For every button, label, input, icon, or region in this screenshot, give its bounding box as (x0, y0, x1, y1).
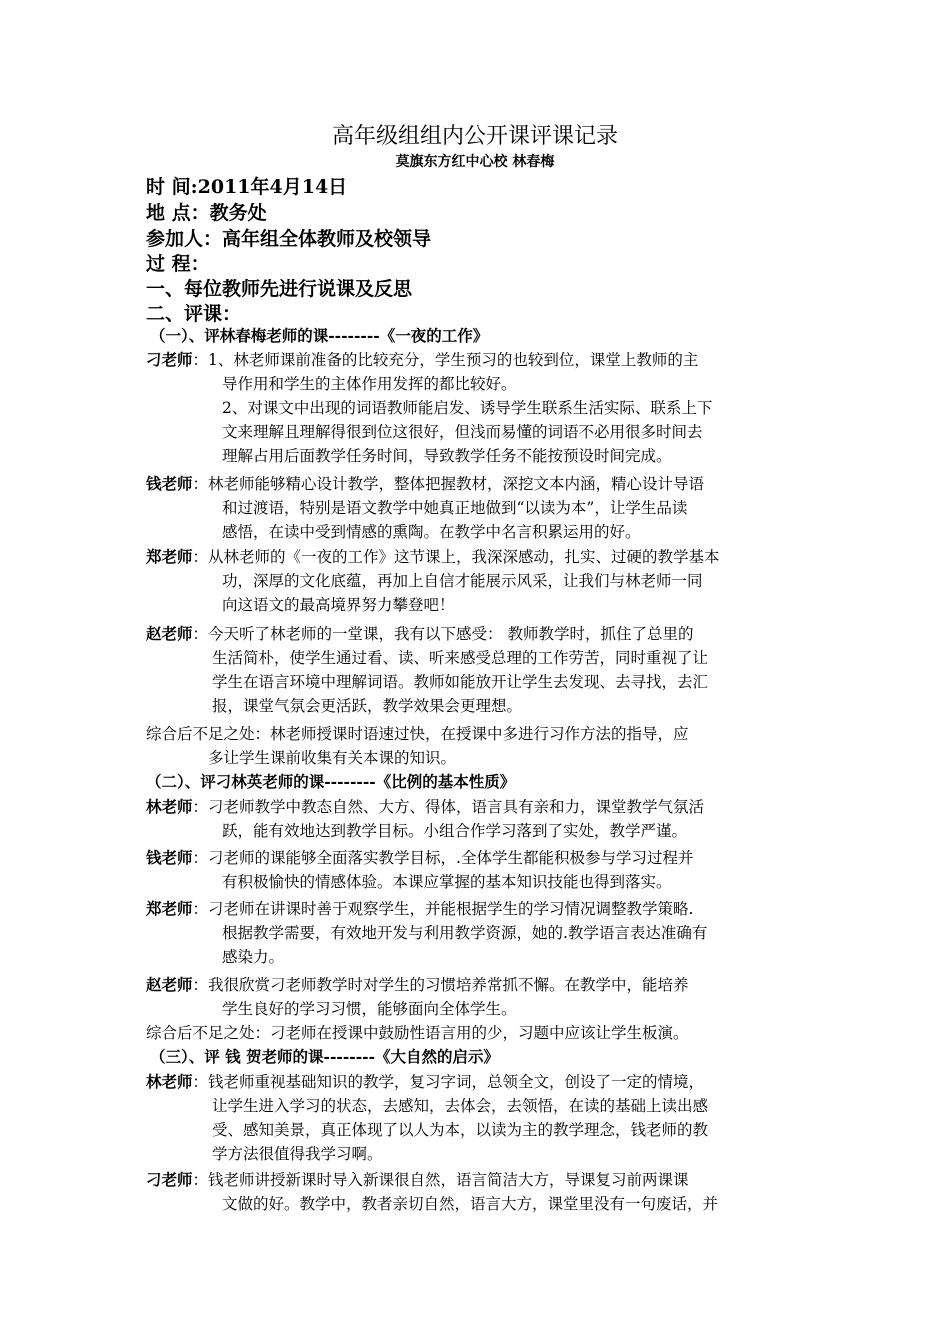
comment-line: 1、林老师课前准备的比较充分，学生预习的也较到位，课堂上教师的主 (208, 351, 699, 369)
commenter-name: 林老师 (146, 1072, 193, 1091)
meta-step-2: 二、评课： (146, 303, 242, 325)
comment-line: 文来理解且理解得很到位这很好，但浅而易懂的词语不必用很多时间去 (222, 423, 703, 441)
comment-line: 导作用和学生的主体作用发挥的都比较好。 (222, 375, 517, 393)
meta-step-1: 一、每位教师先进行说课及反思 (146, 278, 413, 300)
summary-line: 综合后不足之处：刁老师在授课中鼓励性语言用的少，习题中应该让学生板演。 (146, 1024, 689, 1042)
comment-line: 根据教学需要，有效地开发与利用教学资源，她的.教学语言表达准确有 (222, 924, 708, 942)
comment-line: 我很欣赏刁老师教学时对学生的习惯培养常抓不懈。在教学中，能培养 (208, 976, 689, 994)
meta-place: 地 点：教务处 (146, 202, 267, 224)
comment-line: 2、对课文中出现的词语教师能启发、诱导学生联系生活实际、联系上下 (222, 399, 713, 417)
comment-line: 学生在语言环境中理解词语。教师如能放开让学生去发现、去寻找，去汇 (212, 673, 709, 691)
comment-entry: 钱老师：刁老师的课能够全面落实教学目标，.全体学生都能积极参与学习过程并 有积极愉快的情感体验。本课应掌握的基本知识技能也得到落实。 (146, 846, 812, 894)
comment-line: 感悟，在读中受到情感的熏陶。在教学中名言积累运用的好。 (222, 523, 641, 541)
comment-line: 今天听了林老师的一堂课，我有以下感受： 教师教学时，抓住了总里的 (208, 625, 694, 643)
commenter-name: 钱老师 (146, 848, 193, 867)
comment-entry: 郑老师：从林老师的《一夜的工作》这节课上，我深深感动，扎实、过硬的教学基本 功，深厚的文化底蕴，再加上自信才能展示风采，让我们与林老师一同 向这语文的最高境界努力攀登吧！ (146, 545, 812, 617)
commenter-name: 郑老师 (146, 547, 193, 566)
comment-line: 生活简朴，使学生通过看、读、听来感受总理的工作劳苦，同时重视了让 (212, 649, 709, 667)
comment-line: 报，课堂气氛会更活跃，教学效果会更理想。 (212, 697, 523, 715)
commenter-name: 钱老师 (146, 474, 193, 493)
commenter-name: 刁老师 (146, 1170, 193, 1189)
comment-entry: 钱老师：林老师能够精心设计教学，整体把握教材，深挖文本内涵，精心设计导语 和过渡语，特别是语文教学中她真正地做到“以读为本”，让学生品读 感悟，在读中受到情感的熏陶。在教学中名言积累运用的好。 (146, 472, 812, 544)
comment-entry: 林老师：刁老师教学中教态自然、大方、得体，语言具有亲和力，课堂教学气氛活 跃，能有效地达到教学目标。小组合作学习落到了实处，教学严谨。 (146, 795, 812, 843)
commenter-name: 赵老师 (146, 624, 193, 643)
comment-entry: 刁老师：1、林老师课前准备的比较充分，学生预习的也较到位，课堂上教师的主 导作用和学生的主体作用发挥的都比较好。 2、对课文中出现的词语教师能启发、诱导学生联系生活实际、联系上下 文来理解且理解得很到位这很好，但浅而易懂的词语不必用很多时间去 理解占用后面教学任务时间，导致教学任务不能按预设时间完成。 (146, 348, 812, 468)
meta-time: 时 间:2011年4月14日 (146, 176, 348, 198)
comment-line: 有积极愉快的情感体验。本课应掌握的基本知识技能也得到落实。 (222, 873, 672, 891)
summary-line: 综合后不足之处：林老师授课时语速过快，在授课中多进行习作方法的指导，应 (146, 725, 689, 743)
comment-line: 和过渡语，特别是语文教学中她真正地做到“以读为本”，让学生品读 (222, 499, 688, 517)
meta-process: 过 程： (146, 253, 210, 275)
comment-line: 从林老师的《一夜的工作》这节课上，我深深感动，扎实、过硬的教学基本 (208, 548, 720, 566)
comment-entry: 林老师：钱老师重视基础知识的教学，复习字词，总领全文，创设了一定的情境， 让学生进入学习的状态，去感知，去体会，去领悟，在读的基础上读出感 受、感知美景，真正体现了以人为本，以读为主的教学理念，钱老师的教 学方法很值得我学习啊。 (146, 1070, 812, 1166)
comment-line: 理解占用后面教学任务时间，导致教学任务不能按预设时间完成。 (222, 447, 672, 465)
comment-line: 文做的好。教学中，教者亲切自然，语言大方，课堂里没有一句废话，并 (222, 1195, 719, 1213)
comment-entry: 郑老师：刁老师在讲课时善于观察学生，并能根据学生的学习情况调整教学策略. 根据教学需要，有效地开发与利用教学资源，她的.教学语言表达准确有 感染力。 (146, 897, 812, 969)
document-subtitle: 莫旗东方红中心校 林春梅 (395, 154, 555, 170)
commenter-name: 林老师 (146, 797, 193, 816)
commenter-name: 刁老师 (146, 350, 193, 369)
section-heading: （三）、评 钱 贺老师的课--------《大自然的启示》 (150, 1047, 500, 1066)
comment-line: 跃，能有效地达到教学目标。小组合作学习落到了实处，教学严谨。 (222, 822, 688, 840)
comment-line: 向这语文的最高境界努力攀登吧！ (222, 596, 455, 614)
comment-line: 感染力。 (222, 948, 285, 966)
comment-line: 钱老师讲授新课时导入新课很自然，语言简洁大方，导课复习前两课课 (208, 1171, 689, 1189)
comment-line: 钱老师重视基础知识的教学，复习字词，总领全文，创设了一定的情境， (208, 1073, 705, 1091)
comment-entry: 赵老师：我很欣赏刁老师教学时对学生的习惯培养常抓不懈。在教学中，能培养 学生良好的学习习惯，能够面向全体学生。 (146, 973, 812, 1021)
comment-entry: 赵老师：今天听了林老师的一堂课，我有以下感受： 教师教学时，抓住了总里的 生活简朴，使学生通过看、读、听来感受总理的工作劳苦，同时重视了让 学生在语言环境中理解词语。教师如能放开让学生去发现、去寻找，去汇 报，课堂气氛会更活跃，教学效果会更理想。 (146, 622, 812, 718)
comment-line: 受、感知美景，真正体现了以人为本，以读为主的教学理念，钱老师的教 (212, 1121, 709, 1139)
summary-entry (146, 722, 812, 770)
comment-line: 学方法很值得我学习啊。 (212, 1145, 383, 1163)
comment-line: 刁老师教学中教态自然、大方、得体，语言具有亲和力，课堂教学气氛活 (208, 798, 705, 816)
comment-line: 刁老师在讲课时善于观察学生，并能根据学生的学习情况调整教学策略. (208, 900, 694, 918)
document-title: 高年级组组内公开课评课记录 (331, 124, 618, 149)
section-heading: （一）、评林春梅老师的课--------《一夜的工作》 (150, 326, 489, 345)
comment-line: 林老师能够精心设计教学，整体把握教材，深挖文本内涵，精心设计导语 (208, 475, 705, 493)
commenter-name: 郑老师 (146, 899, 193, 918)
summary-line: 多让学生课前收集有关本课的知识。 (208, 749, 457, 767)
comment-line: 让学生进入学习的状态，去感知，去体会，去领悟，在读的基础上读出感 (212, 1097, 709, 1115)
summary-entry (146, 1021, 812, 1045)
comment-line: 功，深厚的文化底蕴，再加上自信才能展示风采，让我们与林老师一同 (222, 572, 703, 590)
meta-attendees: 参加人：高年组全体教师及校领导 (146, 228, 432, 250)
comment-entry: 刁老师：钱老师讲授新课时导入新课很自然，语言简洁大方，导课复习前两课课 文做的好。教学中，教者亲切自然，语言大方，课堂里没有一句废话，并 (146, 1168, 812, 1216)
comment-line: 刁老师的课能够全面落实教学目标，.全体学生都能积极参与学习过程并 (208, 849, 694, 867)
comment-line: 学生良好的学习习惯，能够面向全体学生。 (222, 1000, 517, 1018)
commenter-name: 赵老师 (146, 975, 193, 994)
section-heading: （二）、评刁林英老师的课--------《比例的基本性质》 (146, 772, 516, 791)
